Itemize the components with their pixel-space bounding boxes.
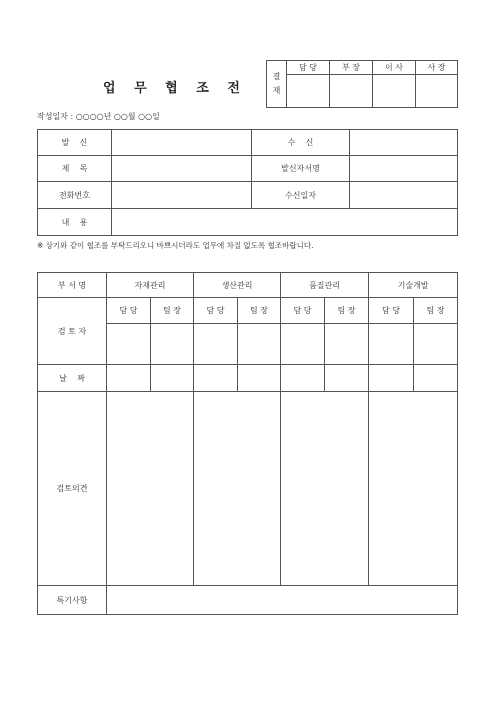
date-field[interactable] [281,365,325,392]
approval-table [266,60,458,108]
opinion-label: 검토의견 [38,392,107,586]
reviewer-label: 검 토 자 [38,298,107,365]
review-table [37,272,458,615]
remarks-label: 특기사항 [38,586,107,615]
date-field[interactable] [107,365,151,392]
role-label: 팀 장 [414,298,458,324]
date-field[interactable] [238,365,281,392]
date-field[interactable] [194,365,238,392]
reviewer-sign-field[interactable] [369,324,414,365]
subject-field[interactable] [112,156,252,182]
opinion-field-quality[interactable] [281,392,369,586]
sender-name-field[interactable] [350,156,458,182]
notice-text: ※ 상기와 같이 협조를 부탁드리오니 바쁘시더라도 업무에 차질 없도록 협조바랍니다. [37,241,314,250]
role-label: 팀 장 [151,298,194,324]
approval-header-staff: 담 당 [287,61,330,75]
reviewer-sign-field[interactable] [194,324,238,365]
approval-side-label-top: 결 [272,72,281,81]
role-label: 담 당 [194,298,238,324]
phone-field[interactable] [112,182,252,209]
role-label: 팀 장 [238,298,281,324]
dept-tech-dev: 기술개발 [369,273,458,298]
approval-side-label-bottom: 재 [272,86,281,95]
approval-sign-manager[interactable] [330,75,373,108]
received-date-field[interactable] [350,182,458,209]
reviewer-sign-field[interactable] [107,324,151,365]
date-label: 날 짜 [38,365,107,392]
content-field[interactable] [112,209,458,236]
approval-sign-director[interactable] [373,75,416,108]
date-field[interactable] [151,365,194,392]
content-label: 내 용 [38,209,112,236]
opinion-field-production[interactable] [194,392,281,586]
date-field[interactable] [414,365,458,392]
approval-header-manager: 부 장 [330,61,373,75]
reviewer-sign-field[interactable] [281,324,325,365]
received-date-label: 수신일자 [252,182,350,209]
subject-label: 제 목 [38,156,112,182]
sender-name-label: 발신자서명 [252,156,350,182]
approval-sign-staff[interactable] [287,75,330,108]
receiver-field[interactable] [350,130,458,156]
role-label: 담 당 [369,298,414,324]
receiver-label: 수 신 [252,130,350,156]
date-line: 작성일자 : ○○○○년 ○○월 ○○일 [37,112,160,121]
approval-header-director: 이 사 [373,61,416,75]
remarks-field[interactable] [107,586,458,615]
opinion-field-tech-dev[interactable] [369,392,458,586]
reviewer-sign-field[interactable] [151,324,194,365]
role-label: 담 당 [107,298,151,324]
dept-production: 생산관리 [194,273,281,298]
role-label: 팀 장 [325,298,369,324]
reviewer-sign-field[interactable] [325,324,369,365]
dept-label: 부 서 명 [38,273,107,298]
dept-materials: 자재관리 [107,273,194,298]
role-label: 담 당 [281,298,325,324]
dept-quality: 품질관리 [281,273,369,298]
sender-label: 발 신 [38,130,112,156]
phone-label: 전화번호 [38,182,112,209]
date-field[interactable] [369,365,414,392]
info-table [37,129,458,236]
reviewer-sign-field[interactable] [238,324,281,365]
sender-field[interactable] [112,130,252,156]
reviewer-sign-field[interactable] [414,324,458,365]
document-title: 업 무 협 조 전 [103,81,247,96]
approval-sign-president[interactable] [416,75,458,108]
approval-side-label [267,61,287,108]
approval-header-president: 사 장 [416,61,458,75]
opinion-field-materials[interactable] [107,392,194,586]
date-field[interactable] [325,365,369,392]
